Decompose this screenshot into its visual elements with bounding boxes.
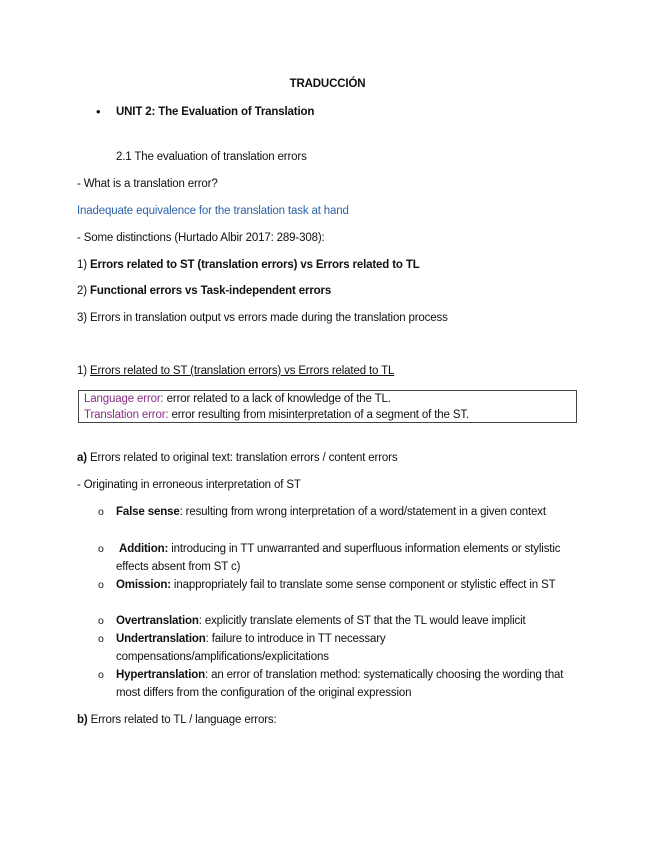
section-heading: 2.1 The evaluation of translation errors — [116, 151, 307, 163]
definition-line: Inadequate equivalence for the translation task at hand — [77, 205, 349, 217]
originating-line: - Originating in erroneous interpretation of ST — [77, 479, 301, 491]
translation-error-def: Translation error: error resulting from misinterpretation of a segment of the ST. — [84, 409, 469, 421]
list-item: Hypertranslation: an error of translation method: systematically choosing the wording that most differs from the configuration of the original expression — [116, 669, 564, 699]
list-item: Undertranslation: failure to introduce in TT necessary compensations/amplifications/explicitations — [116, 633, 386, 663]
distinctions-intro: - Some distinctions (Hurtado Albir 2017: 289-308): — [77, 232, 325, 244]
unit-heading: UNIT 2: The Evaluation of Translation — [116, 106, 315, 118]
bullet-icon: • — [96, 104, 101, 119]
bullet-marker-icon: o — [98, 615, 104, 627]
bullet-marker-icon: o — [98, 543, 104, 555]
bullet-marker-icon: o — [98, 506, 104, 518]
bullet-marker-icon: o — [98, 669, 104, 681]
subheading: 1) Errors related to ST (translation errors) vs Errors related to TL — [77, 365, 395, 377]
bullet-marker-icon: o — [98, 633, 104, 645]
bullet-marker-icon: o — [98, 579, 104, 591]
list-item: False sense: resulting from wrong interpretation of a word/statement in a given context — [116, 506, 546, 518]
page-title: TRADUCCIÓN — [289, 78, 366, 90]
language-error-def: Language error: error related to a lack of knowledge of the TL. — [84, 393, 391, 405]
list-item: Overtranslation: explicitly translate elements of ST that the TL would leave implicit — [116, 615, 526, 627]
question-line: - What is a translation error? — [77, 178, 218, 190]
part-a-heading: a) Errors related to original text: translation errors / content errors — [77, 452, 398, 464]
list-item: Addition: introducing in TT unwarranted and superfluous information elements or stylistic effects absent from ST c) — [116, 543, 561, 573]
definition-box — [78, 390, 577, 423]
distinction-1: 1) Errors related to ST (translation errors) vs Errors related to TL — [77, 259, 420, 271]
distinction-3: 3) Errors in translation output vs errors made during the translation process — [77, 312, 448, 324]
distinction-2: 2) Functional errors vs Task-independent errors — [77, 285, 332, 297]
part-b-heading: b) Errors related to TL / language errors: — [77, 714, 277, 726]
list-item: Omission: inappropriately fail to translate some sense component or stylistic effect in ST — [116, 579, 556, 591]
